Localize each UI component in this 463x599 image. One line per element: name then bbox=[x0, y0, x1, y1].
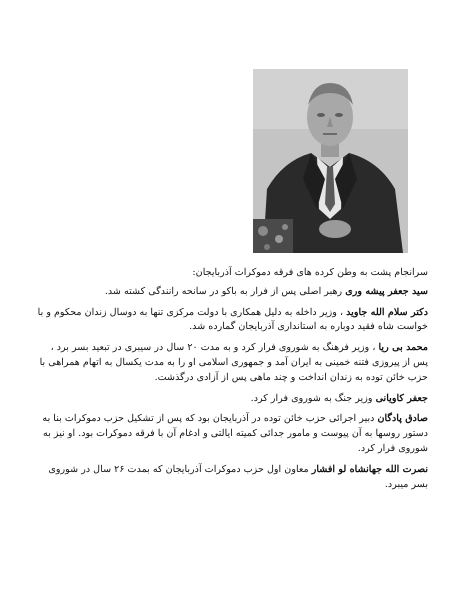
article-body bbox=[36, 266, 428, 498]
entry-text: ، وزیر فرهنگ به شوروی فرار کرد و به مدت ۲۰ سال در سیبری در تبعید بسر برد ، پس از پیروزی فتنه خمینی به ایران آمد و جمهوری اسلامی او را به مدت یکسال به اتهام همراهی با حزب خائن توده به زندان انداخت و چند ماهی پس از آزادی درگذشت. bbox=[39, 342, 428, 383]
entry-paragraph bbox=[36, 341, 428, 385]
entry-paragraph bbox=[36, 285, 428, 300]
entry-paragraph bbox=[36, 306, 428, 336]
entry-text: ، وزیر داخله به دلیل همکاری با دولت مرکزی تنها به دوسال زندان محکوم و با خواست شاه فقید دوباره به استانداری آذربایجان گمارده شد. bbox=[37, 306, 428, 333]
entry-name: جعفر کاویانی bbox=[375, 392, 428, 404]
portrait-photo bbox=[253, 69, 408, 253]
entry-text: معاون اول حزب دموکرات آذربایجان که بمدت ۲۶ سال در شوروی بسر میبرد. bbox=[48, 463, 428, 490]
entry-name: دکتر سلام الله جاوید bbox=[346, 306, 428, 318]
entry-name: صادق پادگان bbox=[377, 413, 428, 425]
entry-paragraph bbox=[36, 412, 428, 456]
entry-text: دبیر اجرائی حزب خائن توده در آذربایجان بود که پس از تشکیل حزب دموکرات بنا به دستور روسها به آن پیوست و مامور جدائی کمیته ایالتی و ادغام آن با فرقه دموکرات بود. او نیز به شوروی فرار کرد. bbox=[42, 413, 428, 454]
entry-name: محمد بی ریا bbox=[378, 342, 428, 354]
entry-paragraph bbox=[36, 392, 428, 407]
entry-paragraph bbox=[36, 463, 428, 493]
entry-text: رهبر اصلی پس از فرار به باکو در سانحه رانندگی کشته شد. bbox=[104, 285, 343, 297]
intro-line: سرانجام پشت به وطن کرده های فرقه دموکرات آذربایجان: bbox=[192, 267, 428, 278]
portrait-photo-illustration bbox=[253, 69, 408, 253]
entry-name: نصرت الله جهانشاه لو افشار bbox=[311, 463, 428, 475]
entry-name: سید جعفر پیشه وری bbox=[345, 285, 428, 297]
entry-text: وزیر جنگ به شوروی فرار کرد. bbox=[250, 392, 373, 404]
